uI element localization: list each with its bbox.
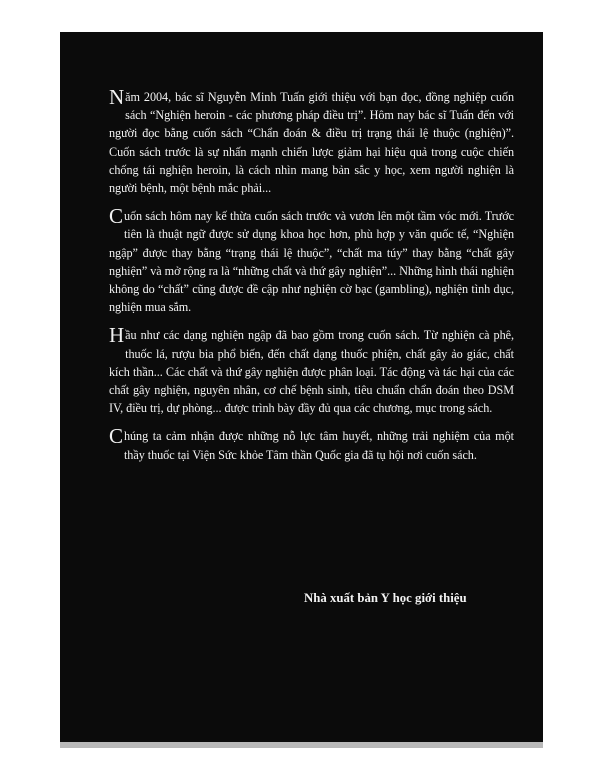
scan-edge-strip	[60, 742, 543, 748]
paragraph-3: Hầu như các dạng nghiện ngập đã bao gồm trong cuốn sách. Từ nghiện cà phê, thuốc lá, rượu bia phổ biến, đến chất dạng thuốc phiện, chất gây ảo giác, chất kích thần... Các chất và thứ gây nghiện được phân loại. Tác động và tác hại của các chất gây nghiện, nguyên nhân, cơ chế bệnh sinh, tiêu chuẩn chẩn đoán theo DSM IV, điều trị, dự phòng... được trình bày đầy đủ qua các chương, mục trong sách.	[109, 323, 514, 416]
publisher-signature: Nhà xuất bản Y học giới thiệu	[304, 591, 467, 605]
paragraph-4: Chúng ta cảm nhận được những nỗ lực tâm huyết, những trải nghiệm của một thầy thuốc tại Viện Sức khỏe Tâm thần Quốc gia đã tụ hội nơi cuốn sách.	[109, 424, 514, 462]
paragraph-1: Năm 2004, bác sĩ Nguyễn Minh Tuấn giới thiệu với bạn đọc, đồng nghiệp cuốn sách “Nghiện heroin - các phương pháp điều trị”. Hôm nay bác sĩ Tuấn đến với người đọc bằng cuốn sách “Chẩn đoán & điều trị trạng thái lệ thuộc (nghiện)”. Cuốn sách trước là sự nhấn mạnh chiến lược giảm hại hiệu quả trong cuộc chiến chống tái nghiện heroin, là cách nhìn mang bản sắc y học, xem người nghiện là người bệnh, một bệnh mắc phải...	[109, 85, 514, 196]
paragraph-2: Cuốn sách hôm nay kế thừa cuốn sách trước và vươn lên một tầm vóc mới. Trước tiên là thuật ngữ được sử dụng khoa học hơn, phù hợp y văn quốc tế, “Nghiện ngập” được thay bằng “trạng thái lệ thuộc”, “chất ma túy” thay bằng “chất gây nghiện” và mở rộng ra là “những chất và thứ gây nghiện”... Những hình thái nghiện không do “chất” cũng được đề cập như nghiện cờ bạc (gambling), nghiện tình dục, nghiện mua sắm.	[109, 204, 514, 315]
cover-text-block	[109, 85, 514, 474]
